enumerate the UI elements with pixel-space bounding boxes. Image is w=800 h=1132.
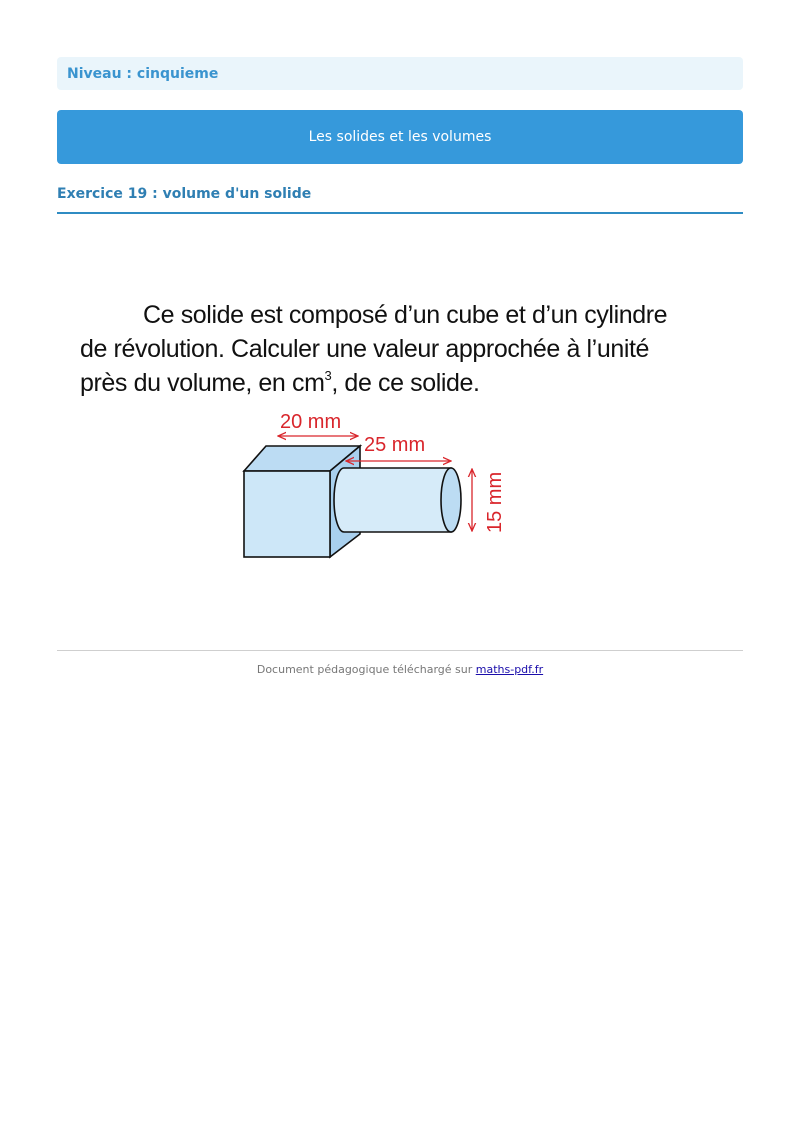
footer-text: Document pédagogique téléchargé sur [256, 663, 476, 676]
statement-line-3-start: près du volume, en cm [80, 369, 325, 397]
cylinder-diameter-label: 15 mm [484, 471, 506, 533]
chapter-title: Les solides et les volumes [308, 129, 492, 145]
exercise-title: Exercice 19 : volume d'un solide [57, 186, 312, 202]
chapter-banner [57, 110, 743, 164]
exercise-statement [80, 298, 720, 400]
statement-line-2: de révolution. Calculer une valeur approchée à l’unité [80, 335, 650, 363]
cylinder-length-label: 25 mm [364, 434, 426, 456]
solid-figure [236, 406, 516, 566]
statement-line-3 [80, 366, 720, 400]
cube-cylinder-diagram [236, 406, 516, 566]
footer-link[interactable]: maths-pdf.fr [475, 663, 544, 676]
footer-divider [57, 650, 743, 651]
cube-edge-label: 20 mm [280, 411, 342, 433]
level-label: Niveau : cinquieme [67, 65, 219, 82]
cylinder-shape [334, 468, 461, 532]
exercise-heading [57, 186, 743, 214]
statement-line-1: Ce solide est composé d’un cube et d’un cylindre [143, 301, 668, 329]
cubic-exponent: 3 [324, 368, 332, 383]
statement-line-3-end: , de ce solide. [331, 369, 480, 397]
level-banner [57, 57, 743, 90]
footer [0, 663, 800, 676]
